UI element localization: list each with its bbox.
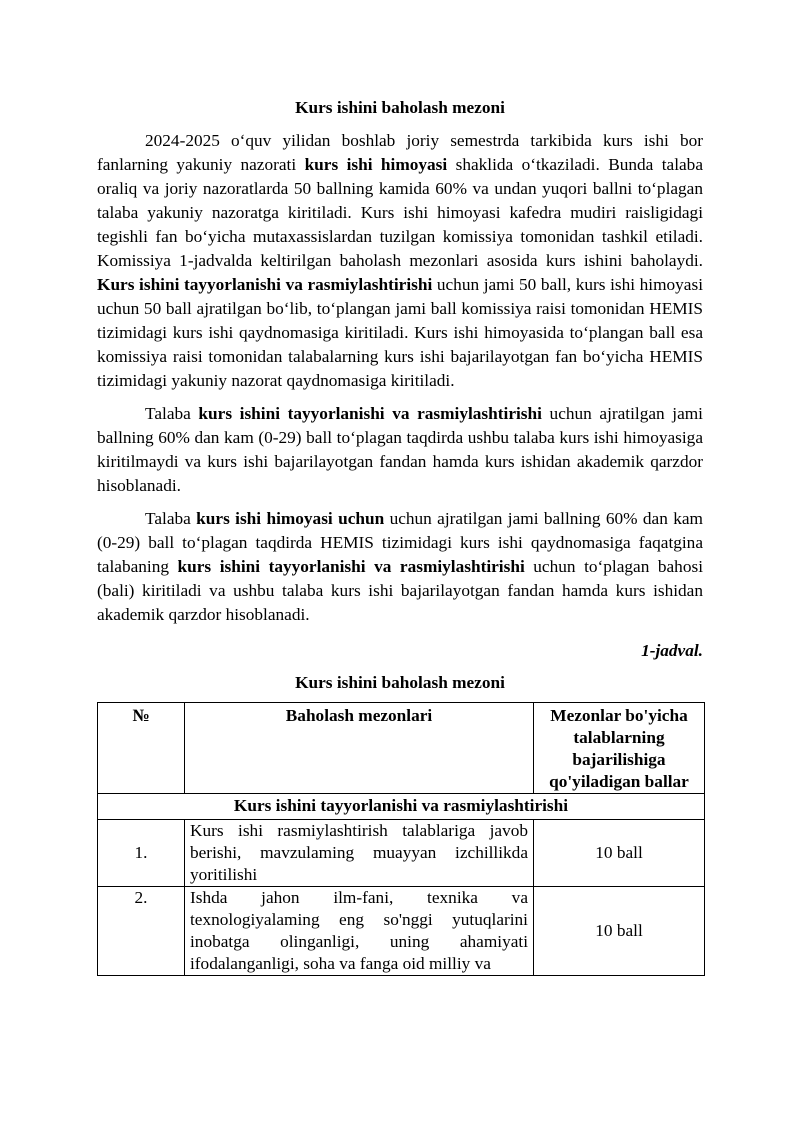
row-number: 2. xyxy=(98,887,185,976)
row-number: 1. xyxy=(98,820,185,887)
document-page xyxy=(97,96,703,976)
document-title: Kurs ishini baholash mezoni xyxy=(295,98,505,117)
paragraph-1 xyxy=(97,129,703,393)
table-section-row xyxy=(98,794,705,820)
paragraph-3-text: uchun to‘plagan bahosi (bali) kiritiladi va ushbu talaba kurs ishi bajarilayotgan fandan hamda kurs ishidan akademik qarzdor hisoblanadi. xyxy=(97,557,703,624)
paragraph-1-text: shaklida o‘tkaziladi. Bunda talaba oraliq va joriy nazoratlarda 50 ballning kamida 60% va undan yuqori ballni to‘plagan talaba yakuniy nazoratga kiritiladi. Kurs ishi himoyasi kafedra mudiri raisligidagi tegishli fan bo‘yicha mutaxassislardan tuzilgan komissiya tomonidan tashkil etiladi. Komissiya 1-jadvalda keltirilgan baholash mezonlari asosida kurs ishini baholaydi. xyxy=(97,155,703,270)
table-header-row xyxy=(98,703,705,794)
paragraph-3-bold: kurs ishi himoyasi uchun xyxy=(196,509,385,528)
paragraph-1-text: 2024-2025 o‘quv yilidan boshlab joriy semestrda tarkibida kurs ishi bor fanlarning yakuniy nazorati xyxy=(97,131,703,174)
header-number: № xyxy=(98,703,185,794)
row-criteria: Kurs ishi rasmiylashtirish talablariga javob berishi, mavzulaming muayyan izchillikda yoritilishi xyxy=(185,820,534,887)
criteria-table xyxy=(97,702,705,976)
paragraph-3 xyxy=(97,507,703,627)
table-title: Kurs ishini baholash mezoni xyxy=(295,673,505,692)
paragraph-1-bold: kurs ishi himoyasi xyxy=(304,155,448,174)
table-row xyxy=(98,887,705,976)
paragraph-2 xyxy=(97,402,703,498)
table-row xyxy=(98,820,705,887)
paragraph-3-text: uchun ajratilgan jami ballning 60% dan kam (0-29) ball to‘plagan taqdirda HEMIS tizimidagi kurs ishi qaydnomasiga faqatgina talabaning xyxy=(97,509,703,576)
paragraph-3-text: Talaba xyxy=(145,509,197,528)
paragraph-2-text: uchun ajratilgan jami ballning 60% dan kam (0-29) ball to‘plagan taqdirda ushbu talaba kurs ishi himoyasiga kiritilmaydi va kurs ishi bajarilayotgan fandan hamda kurs ishidan akademik qarzdor hisoblanadi. xyxy=(97,404,703,495)
header-criteria: Baholash mezonlari xyxy=(185,703,534,794)
row-points: 10 ball xyxy=(534,820,705,887)
header-points: Mezonlar bo'yicha talablarning bajarilishiga qo'yiladigan ballar xyxy=(534,703,705,794)
paragraph-3-bold: kurs ishini tayyorlanishi va rasmiylashtirishi xyxy=(177,557,525,576)
section-title: Kurs ishini tayyorlanishi va rasmiylashtirishi xyxy=(98,794,705,820)
row-criteria: Ishda jahon ilm-fani, texnika va texnologiyalaming eng so'nggi yutuqlarini inobatga olinganligi, uning ahamiyati ifodalanganligi, soha va fanga oid milliy va xyxy=(185,887,534,976)
paragraph-1-text: uchun jami 50 ball, kurs ishi himoyasi uchun 50 ball ajratilgan bo‘lib, to‘plangan jami ball komissiya raisi tomonidan HEMIS tizimidagi kurs ishi qaydnomasiga kiritiladi. Kurs ishi himoyasida to‘plangan ball esa komissiya raisi tomonidan talabalarning kurs ishi bajarilayotgan fan bo‘yicha HEMIS tizimidagi yakuniy nazorat qaydnomasiga kiritiladi. xyxy=(97,275,703,390)
row-points: 10 ball xyxy=(534,887,705,976)
paragraph-2-bold: kurs ishini tayyorlanishi va rasmiylashtirishi xyxy=(198,404,542,423)
paragraph-2-text: Talaba xyxy=(145,404,199,423)
table-label: 1-jadval. xyxy=(641,641,703,660)
paragraph-1-bold: Kurs ishini tayyorlanishi va rasmiylashtirishi xyxy=(97,275,433,294)
